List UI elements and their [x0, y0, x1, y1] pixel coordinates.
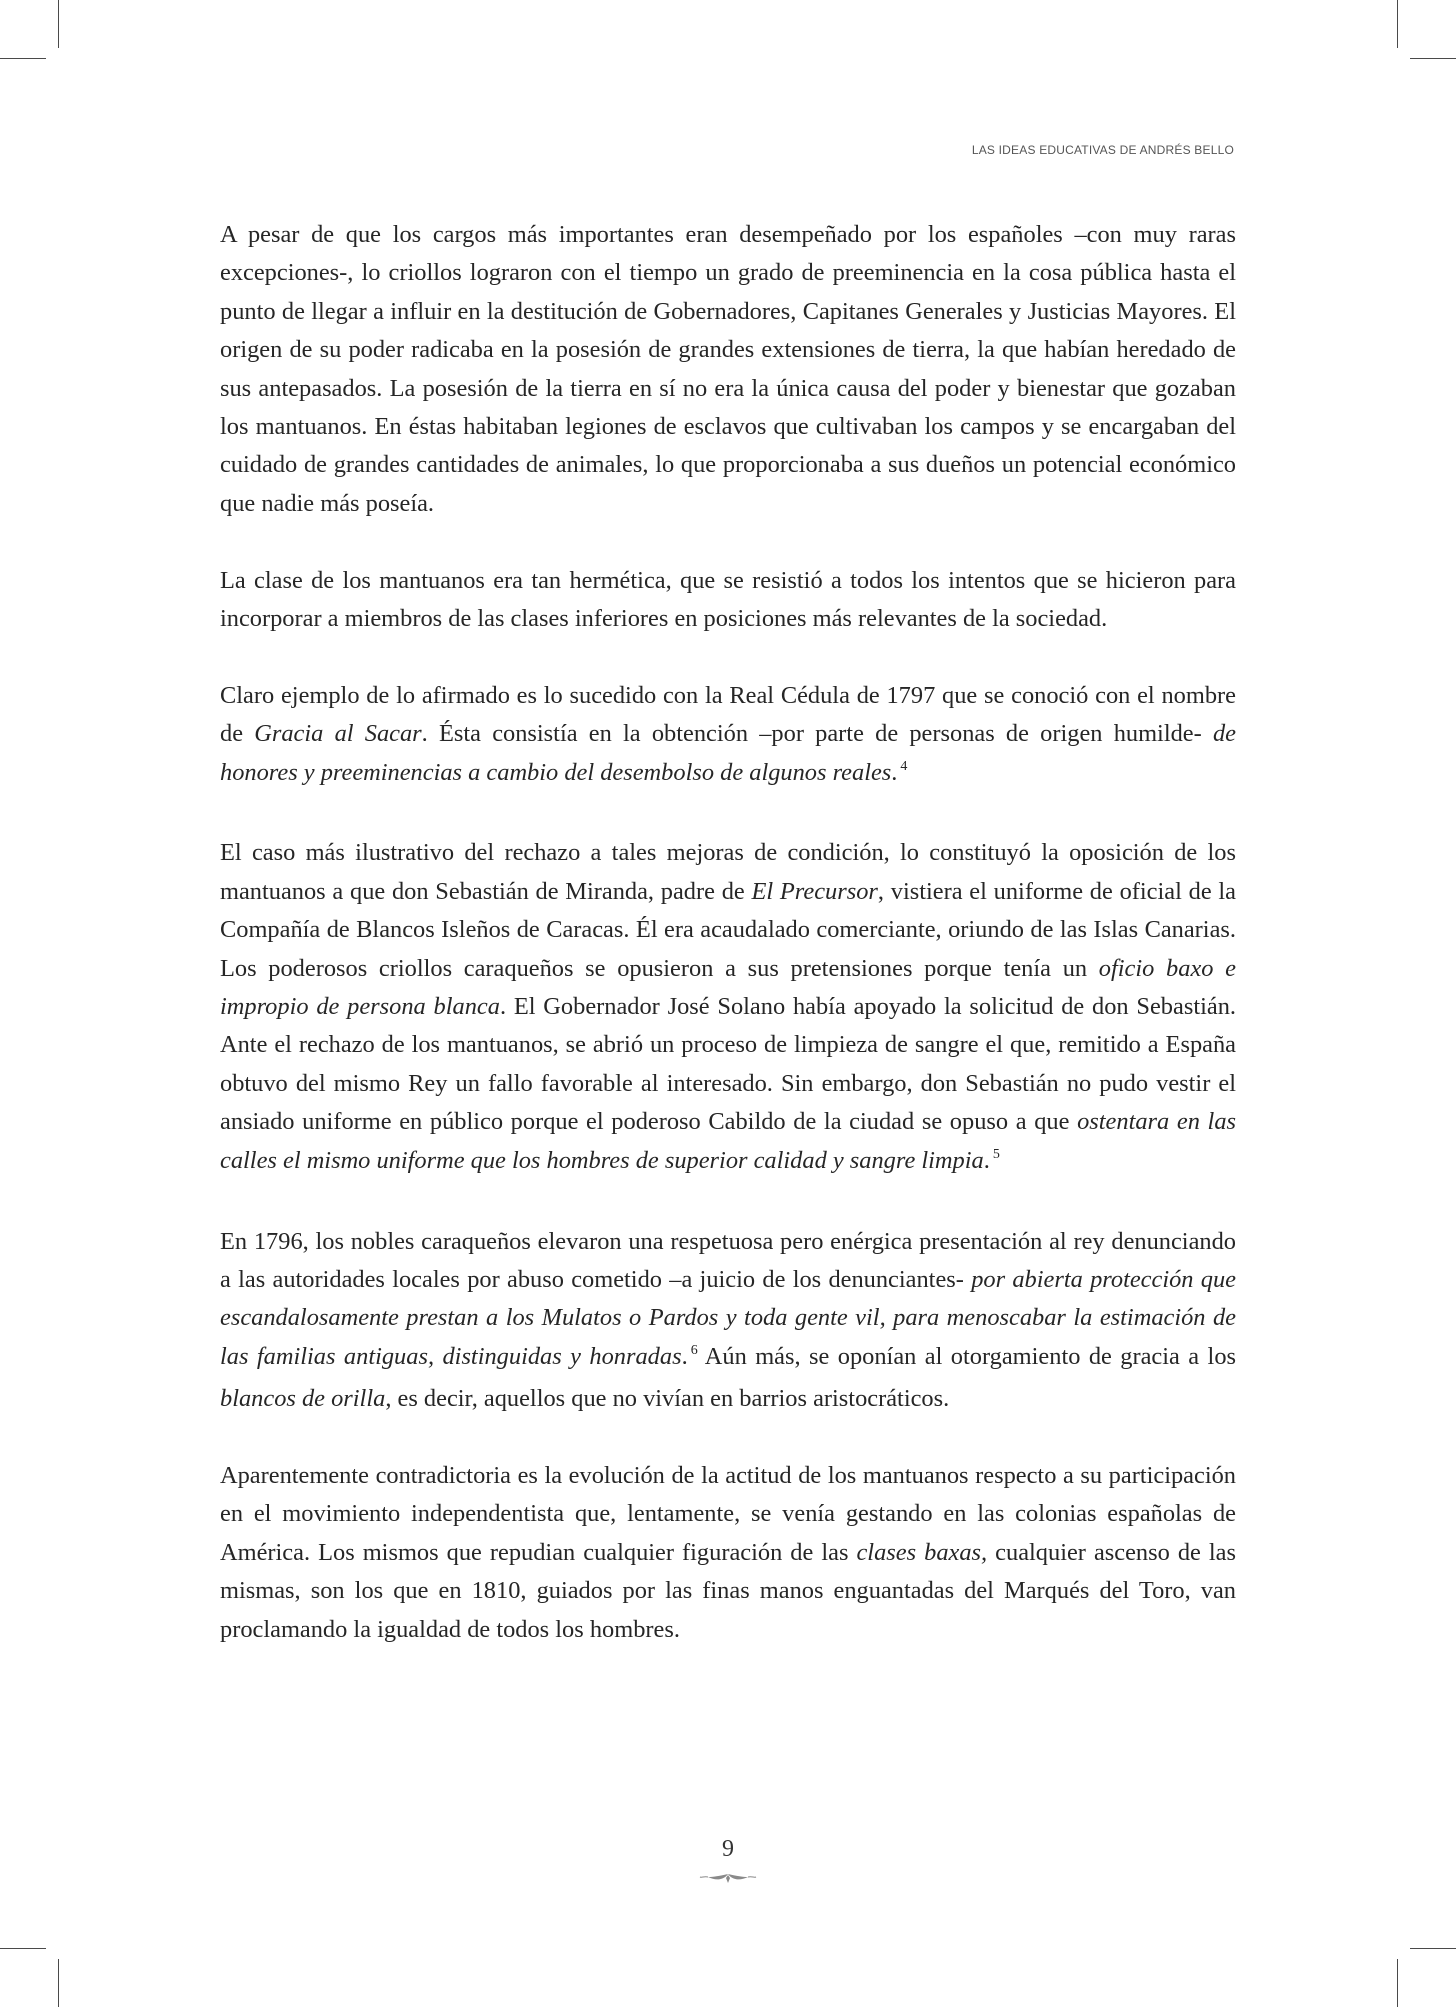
- crop-mark-bottom-left-horizontal: [0, 1948, 46, 1949]
- italic-quote: por abierta protección que escandalosamente prestan a los Mulatos o Pardos y toda gente vil, para menoscabar la estimación de las familias antiguas, distinguidas y honradas: [220, 1265, 1236, 1370]
- crop-mark-bottom-right-vertical: [1397, 1959, 1398, 2007]
- text-run: Claro ejemplo de lo afirmado es lo sucedido con la Real Cédula de 1797 que se conoció con el nombre de: [220, 681, 1236, 748]
- italic-term: blancos de orilla: [220, 1385, 386, 1413]
- paragraph-4: [220, 834, 1236, 1184]
- text-run: .: [891, 758, 898, 786]
- text-run: , vistiera el uniforme de oficial de la Compañía de Blancos Isleños de Caracas. Él era acaudalado comerciante, oriundo de las Islas Canarias. Los poderosos criollos caraqueños se opusieron a sus pretensiones porque tenía un: [220, 877, 1236, 982]
- paragraph-3: [220, 677, 1236, 796]
- crop-mark-top-right-vertical: [1397, 0, 1398, 48]
- text-run: Aparentemente contradictoria es la evolución de la actitud de los mantuanos respecto a su participación en el movimiento independentista que, lentamente, se venía gestando en las colonias españolas de América. Los mismos que repudian cualquier figuración de las: [220, 1461, 1236, 1566]
- italic-term: El Precursor: [751, 877, 878, 905]
- text-run: , es decir, aquellos que no vivían en barrios aristocráticos.: [385, 1385, 950, 1413]
- crop-mark-bottom-left-vertical: [58, 1959, 59, 2007]
- italic-quote: ostentara en las calles el mismo uniforme que los hombres de superior calidad y sangre limpia: [220, 1108, 1237, 1174]
- flourish-ornament-icon: [698, 1868, 758, 1888]
- page-number: 9: [722, 1836, 734, 1862]
- text-run: cualquier ascenso de las mismas, son los que en 1810, guiados por las finas manos enguantadas del Marqués del Toro, van proclamando la igualdad de todos los hombres.: [220, 1538, 1236, 1643]
- italic-quote: oficio baxo e impropio de persona blanca: [220, 954, 1236, 1021]
- text-run: . Ésta consistía en la obtención –por parte de personas de origen humilde-: [421, 720, 1213, 748]
- paragraph-2: La clase de los mantuanos era tan hermética, que se resistió a todos los intentos que se hicieron para incorporar a miembros de las clases inferiores en posiciones más relevantes de la sociedad.: [220, 566, 1236, 633]
- paragraph-1: A pesar de que los cargos más importantes eran desempeñado por los españoles –con muy raras excepciones-, lo criollos lograron con el tiempo un grado de preeminencia en la cosa pública hasta el punto de llegar a influir en la destitución de Gobernadores, Capitanes Generales y Justicias Mayores. El origen de su poder radicaba en la posesión de grandes extensiones de tierra, la que habían heredado de sus antepasados. La posesión de la tierra en sí no era la única causa del poder y bienestar que gozaban los mantuanos. En éstas habitaban legiones de esclavos que cultivaban los campos y se encargaban del cuidado de grandes cantidades de animales, lo que proporcionaba a sus dueños un potencial económico que nadie más poseía.: [220, 221, 1236, 517]
- footnote-ref-4: 4: [900, 758, 908, 774]
- italic-quote: de honores y preeminencias a cambio del desembolso de algunos reales: [220, 720, 1237, 786]
- crop-mark-top-left-vertical: [58, 0, 59, 48]
- body-text: [220, 216, 1236, 1649]
- footnote-ref-5: 5: [992, 1146, 1000, 1162]
- italic-term: clases baxas,: [856, 1538, 988, 1566]
- running-header: LAS IDEAS EDUCATIVAS DE ANDRÉS BELLO: [971, 143, 1234, 157]
- paragraph-5: [220, 1223, 1236, 1419]
- crop-mark-top-right-horizontal: [1410, 58, 1456, 59]
- crop-mark-top-left-horizontal: [0, 58, 46, 59]
- text-run: .: [983, 1146, 990, 1174]
- crop-mark-bottom-right-horizontal: [1410, 1948, 1456, 1949]
- text-run: En 1796, los nobles caraqueños elevaron una respetuosa pero enérgica presentación al rey denunciando a las autoridades locales por abuso cometido –a juicio de los denunciantes-: [220, 1227, 1236, 1293]
- text-run: El caso más ilustrativo del rechazo a tales mejoras de condición, lo constituyó la oposición de los mantuanos a que don Sebastián de Miranda, padre de: [220, 839, 1236, 905]
- text-run: . El Gobernador José Solano había apoyado la solicitud de don Sebastián. Ante el rechazo de los mantuanos, se abrió un proceso de limpieza de sangre el que, remitido a España obtuvo del mismo Rey un fallo favorable al interesado. Sin embargo, don Sebastián no pudo vestir el ansiado uniforme en público porque el poderoso Cabildo de la ciudad se opuso a que: [220, 993, 1236, 1136]
- italic-term: Gracia al Sacar: [254, 720, 422, 748]
- text-run: .: [681, 1342, 688, 1370]
- paragraph-6: [220, 1457, 1236, 1649]
- footnote-ref-6: 6: [690, 1342, 698, 1358]
- text-run: Aún más, se oponían al otorgamiento de gracia a los: [697, 1342, 1237, 1370]
